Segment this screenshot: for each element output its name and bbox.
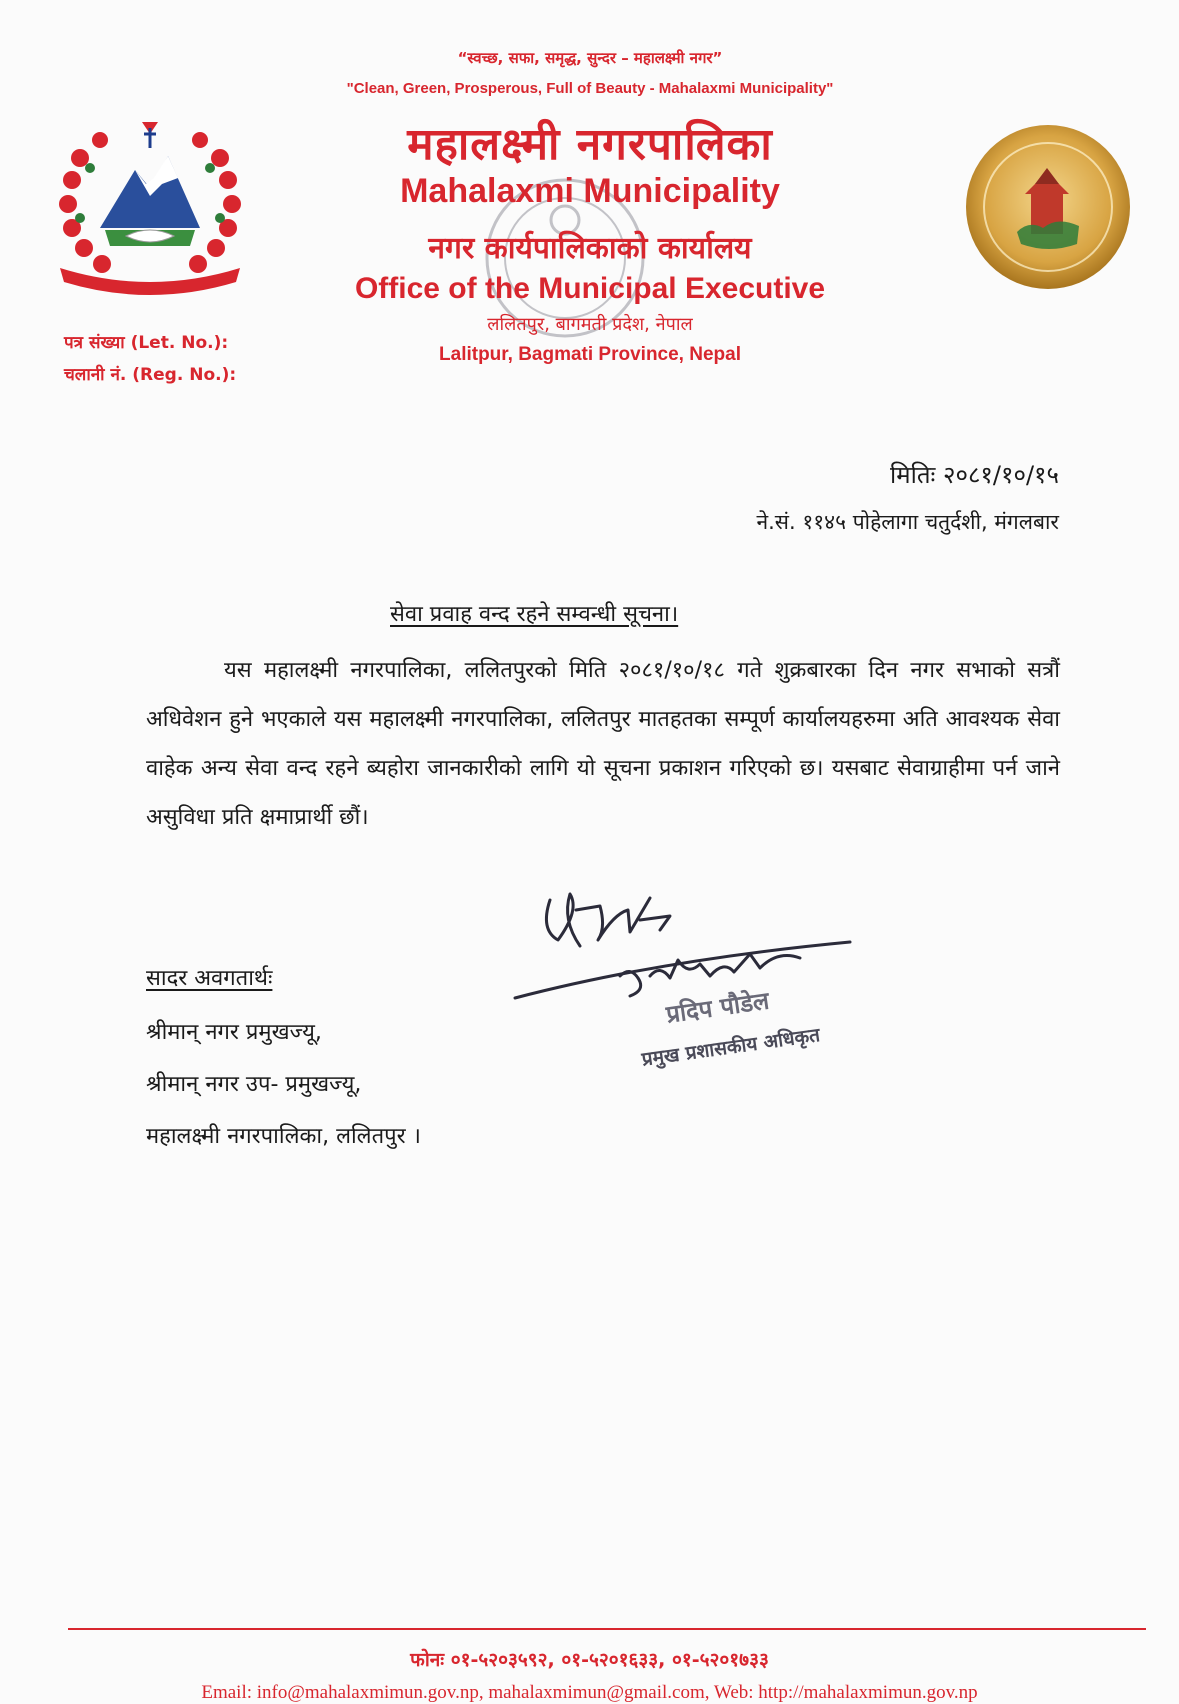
letter-number-label: पत्र संख्या (Let. No.): xyxy=(64,333,229,353)
office-name-english: Office of the Municipal Executive xyxy=(354,272,826,305)
letter-subject: सेवा प्रवाह वन्द रहने सम्वन्धी सूचना। xyxy=(390,602,679,627)
footer-divider xyxy=(68,1628,1146,1630)
signatory-designation-stamp: प्रमुख प्रशासकीय अधिकृत xyxy=(640,1023,822,1071)
address-english: Lalitpur, Bagmati Province, Nepal xyxy=(439,344,741,365)
motto-nepali: “स्वच्छ, सफा, समृद्ध, सुन्दर – महालक्ष्मी नगर” xyxy=(457,49,723,67)
cc-heading: सादर अवगतार्थः xyxy=(146,966,273,991)
address-nepali: ललितपुर, बागमती प्रदेश, नेपाल xyxy=(487,314,693,335)
cc-recipient: श्रीमान् नगर प्रमुखज्यू, xyxy=(146,1020,322,1045)
cc-recipient: महालक्ष्मी नगरपालिका, ललितपुर । xyxy=(146,1124,421,1149)
municipality-name-nepali: महालक्ष्मी नगरपालिका xyxy=(407,119,773,170)
letter-body: यस महालक्ष्मी नगरपालिका, ललितपुरको मिति २०८१/१०/१८ गते शुक्रबारका दिन नगर सभाको सत्रौं अधिवेशन हुने भएकाले यस महालक्ष्मी नगरपालिका, ललितपुर मातहतका सम्पूर्ण कार्यालयहरुमा अति आवश्यक सेवा वाहेक अन्य सेवा वन्द रहने ब्यहोरा जानकारीको लागि यो सूचना प्रकाशन गरिएको छ। यसबाट सेवाग्राहीमा पर्न जाने असुविधा प्रति क्षमाप्रार्थी छौं। xyxy=(146,658,1060,830)
footer-phone: फोनः ०१-५२०३५९२, ०१-५२०१६३३, ०१-५२०१७३३ xyxy=(410,1649,769,1671)
footer-contact: Email: info@mahalaxmimun.gov.np, mahalaxmimun@gmail.com, Web: http://mahalaxmimun.gov.np xyxy=(201,1682,978,1703)
municipality-name-english: Mahalaxmi Municipality xyxy=(400,172,780,210)
nepal-sambat-date: ने.सं. ११४५ पोहेलागा चतुर्दशी, मंगलबार xyxy=(756,510,1059,534)
office-name-nepali: नगर कार्यपालिकाको कार्यालय xyxy=(428,231,752,266)
motto-english: "Clean, Green, Prosperous, Full of Beauty - Mahalaxmi Municipality" xyxy=(346,80,834,97)
cc-recipient: श्रीमान् नगर उप- प्रमुखज्यू, xyxy=(146,1072,362,1097)
letter-date: मितिः २०८१/१०/१५ xyxy=(890,461,1059,489)
nepal-emblem-icon xyxy=(50,118,250,296)
signatory-name-stamp: प्रदिप पौडेल xyxy=(664,986,771,1029)
registration-number-label: चलानी नं. (Reg. No.): xyxy=(64,365,237,385)
municipality-logo-icon xyxy=(965,124,1131,290)
